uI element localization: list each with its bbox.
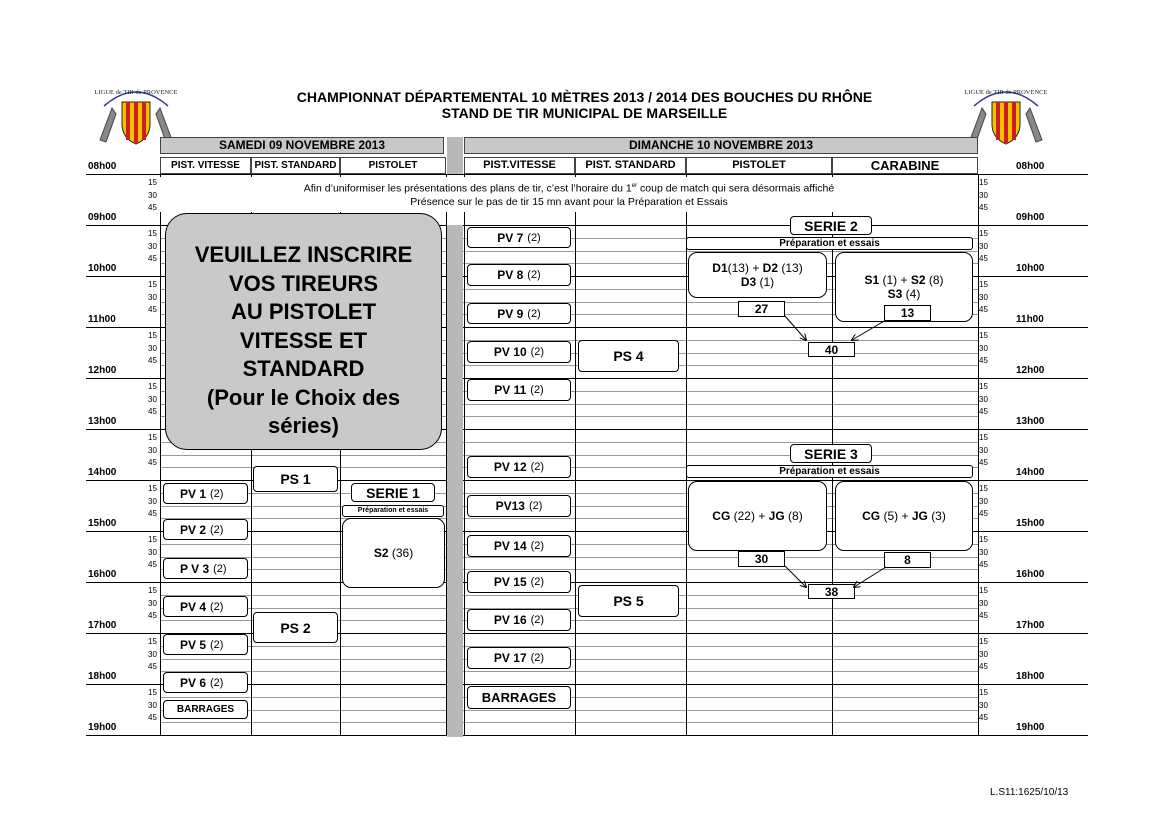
- col-header-sat-pist-standard: PIST. STANDARD: [251, 157, 340, 174]
- quarter-label-right: 30: [979, 496, 988, 506]
- col-header-sun-carabine: CARABINE: [832, 157, 978, 174]
- hour-label-left: 17h00: [88, 620, 117, 631]
- quarter-label-left: 15: [148, 330, 157, 340]
- quarter-label-left: 45: [148, 713, 157, 723]
- sun-pv-14: PV 14 (2): [467, 535, 571, 557]
- hour-label-right: 11h00: [1016, 314, 1044, 325]
- hour-label-right: 18h00: [1016, 671, 1045, 682]
- sun-ps-4: PS 4: [578, 340, 679, 372]
- sun-pv-8: PV 8 (2): [467, 264, 571, 286]
- quarter-label-left: 15: [148, 636, 157, 646]
- quarter-label-left: 30: [148, 190, 157, 200]
- quarter-label-right: 45: [979, 713, 988, 723]
- hour-label-left: 09h00: [88, 212, 117, 223]
- quarter-label-right: 15: [979, 636, 988, 646]
- quarter-label-right: 15: [979, 330, 988, 340]
- quarter-label-left: 30: [148, 700, 157, 710]
- quarter-label-left: 45: [148, 611, 157, 621]
- registration-notice: VEUILLEZ INSCRIRE VOS TIREURS AU PISTOLET VITESSE ET STANDARD (Pour le Choix des séries): [165, 213, 442, 450]
- quarter-label-right: 15: [979, 483, 988, 493]
- sat-pv-5: PV 5 (2): [163, 634, 248, 655]
- document-reference: L.S11:1625/10/13: [990, 787, 1069, 798]
- quarter-label-left: 30: [148, 496, 157, 506]
- hour-label-left: 15h00: [88, 518, 117, 529]
- hour-label-left: 18h00: [88, 671, 117, 682]
- sun-serie-3-preparation: Préparation et essais: [686, 465, 973, 478]
- quarter-label-left: 15: [148, 432, 157, 442]
- sun-ps-5: PS 5: [578, 585, 679, 617]
- quarter-label-left: 45: [148, 356, 157, 366]
- quarter-label-right: 30: [979, 598, 988, 608]
- quarter-label-left: 15: [148, 279, 157, 289]
- quarter-label-left: 45: [148, 458, 157, 468]
- hour-label-left: 11h00: [88, 314, 116, 325]
- quarter-label-right: 15: [979, 534, 988, 544]
- quarter-label-right: 45: [979, 611, 988, 621]
- sun-serie-3-pistolet: CG (22) + JG (8): [688, 481, 827, 551]
- hour-label-left: 19h00: [88, 722, 117, 733]
- sun-pv-13: PV13 (2): [467, 495, 571, 517]
- sun-serie-2-preparation: Préparation et essais: [686, 237, 973, 250]
- svg-text:LIGUE de TIR de PROVENCE: LIGUE de TIR de PROVENCE: [964, 89, 1048, 96]
- quarter-label-right: 30: [979, 394, 988, 404]
- hour-label-left: 13h00: [88, 416, 117, 427]
- quarter-label-right: 30: [979, 292, 988, 302]
- quarter-label-right: 45: [979, 407, 988, 417]
- quarter-label-right: 45: [979, 509, 988, 519]
- sat-preparation-essais: Préparation et essais: [342, 505, 444, 517]
- quarter-label-right: 45: [979, 356, 988, 366]
- quarter-label-right: 15: [979, 432, 988, 442]
- sun-serie-2-total: 40: [808, 342, 855, 357]
- quarter-label-left: 15: [148, 534, 157, 544]
- quarter-label-right: 45: [979, 458, 988, 468]
- quarter-label-right: 30: [979, 547, 988, 557]
- hour-label-right: 14h00: [1016, 467, 1045, 478]
- sun-serie-3-carabine: CG (5) + JG (3): [835, 481, 973, 551]
- quarter-label-right: 15: [979, 279, 988, 289]
- quarter-label-left: 30: [148, 241, 157, 251]
- svg-text:LIGUE de TIR de PROVENCE: LIGUE de TIR de PROVENCE: [94, 89, 178, 96]
- quarter-label-right: 30: [979, 343, 988, 353]
- quarter-label-right: 15: [979, 228, 988, 238]
- quarter-label-left: 15: [148, 381, 157, 391]
- arrow-serie3-carabine: [854, 567, 886, 587]
- arrow-serie3-pistolet: [785, 566, 806, 587]
- col-header-sun-pist-standard: PIST. STANDARD: [575, 157, 686, 174]
- quarter-label-right: 45: [979, 203, 988, 213]
- quarter-label-left: 45: [148, 203, 157, 213]
- sun-pv-11: PV 11 (2): [467, 379, 571, 401]
- col-header-sat-pistolet: PISTOLET: [340, 157, 446, 174]
- quarter-label-left: 45: [148, 254, 157, 264]
- quarter-label-left: 45: [148, 407, 157, 417]
- sat-serie-1-label: SERIE 1: [351, 483, 435, 502]
- quarter-label-right: 15: [979, 687, 988, 697]
- page-subtitle: STAND DE TIR MUNICIPAL DE MARSEILLE: [441, 105, 728, 121]
- arrow-serie2-carabine: [852, 320, 886, 340]
- arrow-serie2-pistolet: [785, 316, 806, 340]
- hour-label-left: 16h00: [88, 569, 117, 580]
- sun-pv-15: PV 15 (2): [467, 571, 571, 593]
- hour-label-left: 12h00: [88, 365, 117, 376]
- hour-label-right: 15h00: [1016, 518, 1045, 529]
- quarter-label-right: 45: [979, 560, 988, 570]
- sun-serie-2-pistolet: D1(13) + D2 (13) D3 (1): [688, 252, 827, 298]
- quarter-label-right: 30: [979, 241, 988, 251]
- hour-label-right: 12h00: [1016, 365, 1045, 376]
- quarter-label-right: 45: [979, 305, 988, 315]
- hour-label-left: 14h00: [88, 467, 117, 478]
- quarter-label-right: 15: [979, 585, 988, 595]
- quarter-label-left: 45: [148, 662, 157, 672]
- hour-label-right: 10h00: [1016, 263, 1045, 274]
- col-header-sun-pist-vitesse: PIST.VITESSE: [464, 157, 575, 174]
- hour-label-right: 09h00: [1016, 212, 1045, 223]
- quarter-label-left: 15: [148, 483, 157, 493]
- hour-label-left: 08h00: [88, 161, 117, 172]
- quarter-label-right: 45: [979, 254, 988, 264]
- sat-serie-1-s2: S2 (36): [342, 518, 445, 588]
- sat-ps-1: PS 1: [253, 466, 338, 492]
- quarter-label-left: 30: [148, 394, 157, 404]
- sat-pv-6: PV 6 (2): [163, 672, 248, 693]
- quarter-label-left: 30: [148, 343, 157, 353]
- page-title: CHAMPIONNAT DÉPARTEMENTAL 10 MÈTRES 2013 / 2014 DES BOUCHES DU RHÔNE: [296, 89, 873, 105]
- sun-barrages: BARRAGES: [467, 686, 571, 709]
- sun-serie-2-carabine: S1 (1) + S2 (8) S3 (4): [835, 252, 973, 322]
- sun-serie-2-label: SERIE 2: [790, 216, 872, 235]
- info-line-2: Présence sur le pas de tir 15 mn avant pour la Préparation et Essais: [410, 195, 728, 208]
- hour-label-right: 16h00: [1016, 569, 1045, 580]
- quarter-label-left: 15: [148, 228, 157, 238]
- quarter-label-left: 45: [148, 560, 157, 570]
- quarter-label-left: 30: [148, 649, 157, 659]
- sat-barrages: BARRAGES: [163, 700, 248, 719]
- quarter-label-right: 30: [979, 700, 988, 710]
- quarter-label-right: 45: [979, 662, 988, 672]
- sun-serie-2-subtotal-carabine: 13: [884, 305, 931, 321]
- sun-serie-3-total: 38: [808, 584, 855, 599]
- hour-label-right: 13h00: [1016, 416, 1045, 427]
- sun-pv-17: PV 17 (2): [467, 647, 571, 669]
- quarter-label-left: 30: [148, 598, 157, 608]
- quarter-label-left: 15: [148, 687, 157, 697]
- sun-serie-3-subtotal-pistolet: 30: [738, 551, 785, 567]
- quarter-label-right: 15: [979, 177, 988, 187]
- sat-pv-3: P V 3 (2): [163, 558, 248, 579]
- sun-serie-2-subtotal-pistolet: 27: [738, 301, 785, 317]
- sun-pv-16: PV 16 (2): [467, 609, 571, 631]
- sun-pv-10: PV 10 (2): [467, 341, 571, 363]
- hour-label-left: 10h00: [88, 263, 117, 274]
- hour-label-right: 17h00: [1016, 620, 1045, 631]
- col-header-sun-pistolet: PISTOLET: [686, 157, 832, 174]
- hour-label-right: 08h00: [1016, 161, 1045, 172]
- sat-pv-1: PV 1 (2): [163, 483, 248, 504]
- quarter-label-left: 15: [148, 177, 157, 187]
- sat-pv-2: PV 2 (2): [163, 519, 248, 540]
- quarter-label-right: 30: [979, 649, 988, 659]
- sun-serie-3-label: SERIE 3: [790, 444, 872, 463]
- sat-pv-4: PV 4 (2): [163, 596, 248, 617]
- info-line-1: Afin d’uniformiser les présentations des plans de tir, c’est l’horaire du 1er coup de match qui sera désormais affiché: [303, 182, 835, 195]
- quarter-label-right: 15: [979, 381, 988, 391]
- sun-serie-3-subtotal-carabine: 8: [884, 552, 931, 568]
- quarter-label-right: 30: [979, 190, 988, 200]
- day-header-sunday: DIMANCHE 10 NOVEMBRE 2013: [464, 137, 978, 154]
- quarter-label-right: 30: [979, 445, 988, 455]
- quarter-label-left: 45: [148, 305, 157, 315]
- quarter-label-left: 15: [148, 585, 157, 595]
- sat-ps-2: PS 2: [253, 612, 338, 643]
- quarter-label-left: 30: [148, 547, 157, 557]
- quarter-label-left: 45: [148, 509, 157, 519]
- day-header-saturday: SAMEDI 09 NOVEMBRE 2013: [160, 137, 444, 154]
- sun-pv-12: PV 12 (2): [467, 456, 571, 478]
- hour-label-right: 19h00: [1016, 722, 1045, 733]
- quarter-label-left: 30: [148, 445, 157, 455]
- sun-pv-7: PV 7 (2): [467, 227, 571, 248]
- col-header-sat-pist-vitesse: PIST. VITESSE: [160, 157, 251, 174]
- sun-pv-9: PV 9 (2): [467, 303, 571, 324]
- quarter-label-left: 30: [148, 292, 157, 302]
